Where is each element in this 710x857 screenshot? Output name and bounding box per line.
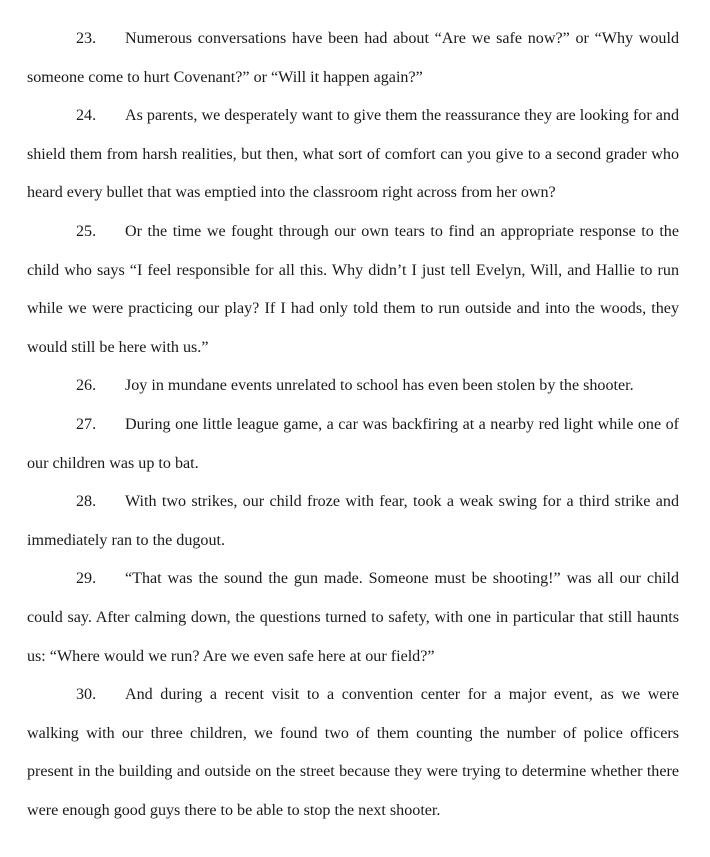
paragraph-30 — [27, 676, 679, 830]
paragraph-28 — [27, 483, 679, 560]
paragraph-number: 23. — [76, 30, 97, 47]
paragraph-number: 27. — [76, 415, 97, 433]
paragraph-text: “That was the sound the gun made. Someone must be shooting!” was all our child could say. After calming down, the questions turned to safety, with one in particular that still haunts us: “Where would we run? Are we even safe here at our field?” — [27, 570, 679, 665]
paragraph-text: Joy in mundane events unrelated to school has even been stolen by the shooter. — [125, 377, 634, 395]
paragraph-number: 30. — [76, 686, 97, 704]
paragraph-26 — [27, 367, 679, 406]
paragraph-text: Numerous conversations have been had about “Are we safe now?” or “Why would someone come to hurt Covenant?” or “Will it happen again?” — [27, 30, 679, 86]
paragraph-number: 25. — [76, 222, 97, 240]
paragraph-number: 24. — [76, 107, 97, 125]
paragraph-27 — [27, 406, 679, 483]
paragraph-25 — [27, 213, 679, 367]
paragraph-text: During one little league game, a car was backfiring at a nearby red light while one of our children was up to bat. — [27, 415, 679, 472]
paragraph-text: And during a recent visit to a convention center for a major event, as we were walking with our three children, we found two of them counting the number of police officers present in the building and outside on the street because they were trying to determine whether there were enough good guys there to be able to stop the next shooter. — [27, 686, 679, 819]
paragraph-number: 29. — [76, 570, 97, 588]
paragraph-23 — [27, 20, 679, 97]
paragraph-24 — [27, 97, 679, 213]
paragraph-number: 28. — [76, 493, 97, 511]
paragraph-number: 26. — [76, 377, 97, 395]
paragraph-text: Or the time we fought through our own tears to find an appropriate response to the child who says “I feel responsible for all this. Why didn’t I just tell Evelyn, Will, and Hallie to run while we were practicing our play? If I had only told them to run outside and into the woods, they would still be here with us.” — [27, 222, 679, 356]
paragraph-text: With two strikes, our child froze with fear, took a weak swing for a third strike and immediately ran to the dugout. — [27, 493, 679, 549]
paragraph-29 — [27, 560, 679, 676]
paragraph-text: As parents, we desperately want to give them the reassurance they are looking for and shield them from harsh realities, but then, what sort of comfort can you give to a second grader who heard every bullet that was emptied into the classroom right across from her own? — [27, 107, 679, 202]
